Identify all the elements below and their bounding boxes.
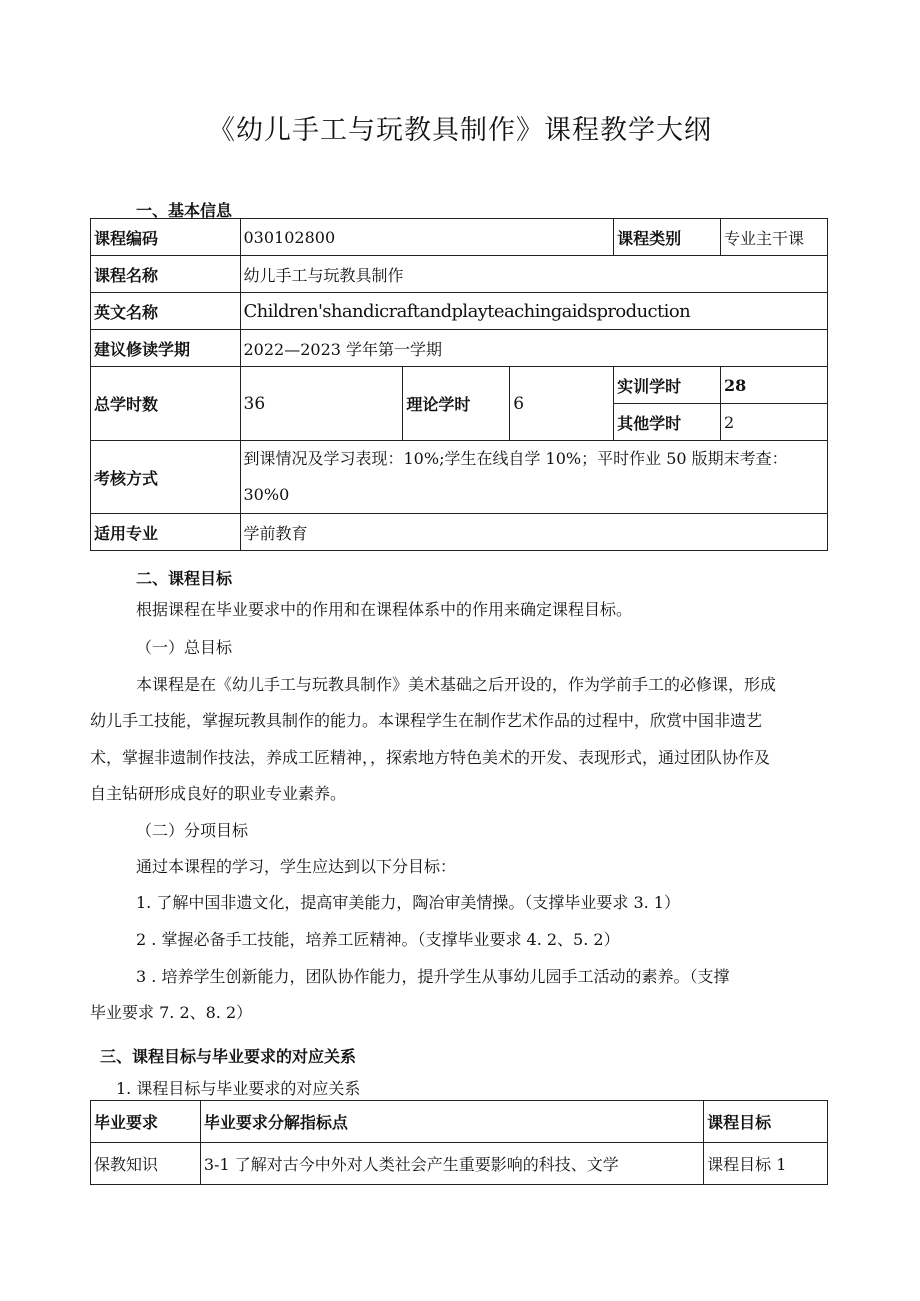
table-row — [91, 219, 828, 256]
cell-value: 学前教育 — [240, 514, 828, 551]
cell-value: Children'shandicraftandplayteachingaidsproduction — [240, 293, 828, 330]
cell-label: 适用专业 — [91, 514, 241, 551]
cell-value: 6 — [510, 367, 614, 441]
cell-label: 考核方式 — [91, 441, 241, 514]
cell-label: 课程编码 — [91, 219, 241, 256]
paragraph: 幼儿手工技能，掌握玩教具制作的能力。本课程学生在制作艺术作品的过程中，欣赏中国非遗艺 — [90, 711, 763, 730]
section-heading-mapping: 三、课程目标与毕业要求的对应关系 — [100, 1047, 357, 1066]
table-row — [91, 1143, 828, 1185]
basic-info-table — [90, 218, 828, 551]
cell-label: 总学时数 — [91, 367, 241, 441]
cell-label: 课程类别 — [614, 219, 721, 256]
section-heading-basic-info: 一、基本信息 — [136, 201, 233, 220]
cell-value: 030102800 — [240, 219, 614, 256]
column-header: 毕业要求分解指标点 — [200, 1101, 703, 1143]
page-title: 《幼儿手工与玩教具制作》课程教学大纲 — [208, 115, 712, 146]
paragraph: 根据课程在毕业要求中的作用和在课程体系中的作用来确定课程目标。 — [136, 600, 633, 619]
cell-label: 其他学时 — [614, 404, 721, 441]
table-cell: 保教知识 — [91, 1143, 201, 1185]
column-header: 毕业要求 — [91, 1101, 201, 1143]
table-row — [91, 441, 828, 514]
table-cell: 3-1 了解对古今中外对人类社会产生重要影响的科技、文学 — [200, 1143, 703, 1185]
table-row — [91, 514, 828, 551]
table-row — [91, 256, 828, 293]
section-heading-course-goals: 二、课程目标 — [136, 569, 233, 588]
cell-value: 2022—2023 学年第一学期 — [240, 330, 828, 367]
table-row — [91, 367, 828, 404]
list-item: 2 . 掌握必备手工技能，培养工匠精神。（支撑毕业要求 4. 2、5. 2） — [136, 930, 620, 949]
cell-label: 建议修读学期 — [91, 330, 241, 367]
paragraph: 自主钻研形成良好的职业专业素养。 — [90, 784, 347, 803]
paragraph: 通过本课程的学习，学生应达到以下分目标： — [136, 857, 457, 876]
cell-label: 实训学时 — [614, 367, 721, 404]
paragraph: 术，掌握非遗制作技法，养成工匠精神，，探索地方特色美术的开发、表现形式，通过团队协作及 — [90, 748, 771, 767]
cell-label: 英文名称 — [91, 293, 241, 330]
cell-value: 到课情况及学习表现：10%;学生在线自学 10%；平时作业 50 版期末考查：30%0 — [240, 441, 828, 514]
subheading-mapping: 1. 课程目标与毕业要求的对应关系 — [116, 1079, 361, 1098]
list-item: 3 . 培养学生创新能力，团队协作能力，提升学生从事幼儿园手工活动的素养。（支撑 — [136, 967, 730, 986]
list-item: 毕业要求 7. 2、8. 2） — [90, 1003, 253, 1022]
cell-value: 28 — [721, 367, 828, 404]
subheading-overall-goal: （一）总目标 — [136, 638, 233, 657]
table-row — [91, 330, 828, 367]
list-item: 1. 了解中国非遗文化，提高审美能力，陶冶审美情操。（支撑毕业要求 3. 1） — [136, 893, 680, 912]
column-header: 课程目标 — [704, 1101, 828, 1143]
subheading-sub-goals: （二）分项目标 — [136, 821, 249, 840]
table-cell: 课程目标 1 — [704, 1143, 828, 1185]
cell-value: 幼儿手工与玩教具制作 — [240, 256, 828, 293]
cell-value: 2 — [721, 404, 828, 441]
requirement-table — [90, 1100, 828, 1185]
cell-label: 课程名称 — [91, 256, 241, 293]
cell-value: 专业主干课 — [721, 219, 828, 256]
cell-value: 36 — [240, 367, 403, 441]
paragraph: 本课程是在《幼儿手工与玩教具制作》美术基础之后开设的，作为学前手工的必修课，形成 — [136, 675, 777, 694]
table-row — [91, 293, 828, 330]
table-header-row — [91, 1101, 828, 1143]
cell-label: 理论学时 — [403, 367, 510, 441]
